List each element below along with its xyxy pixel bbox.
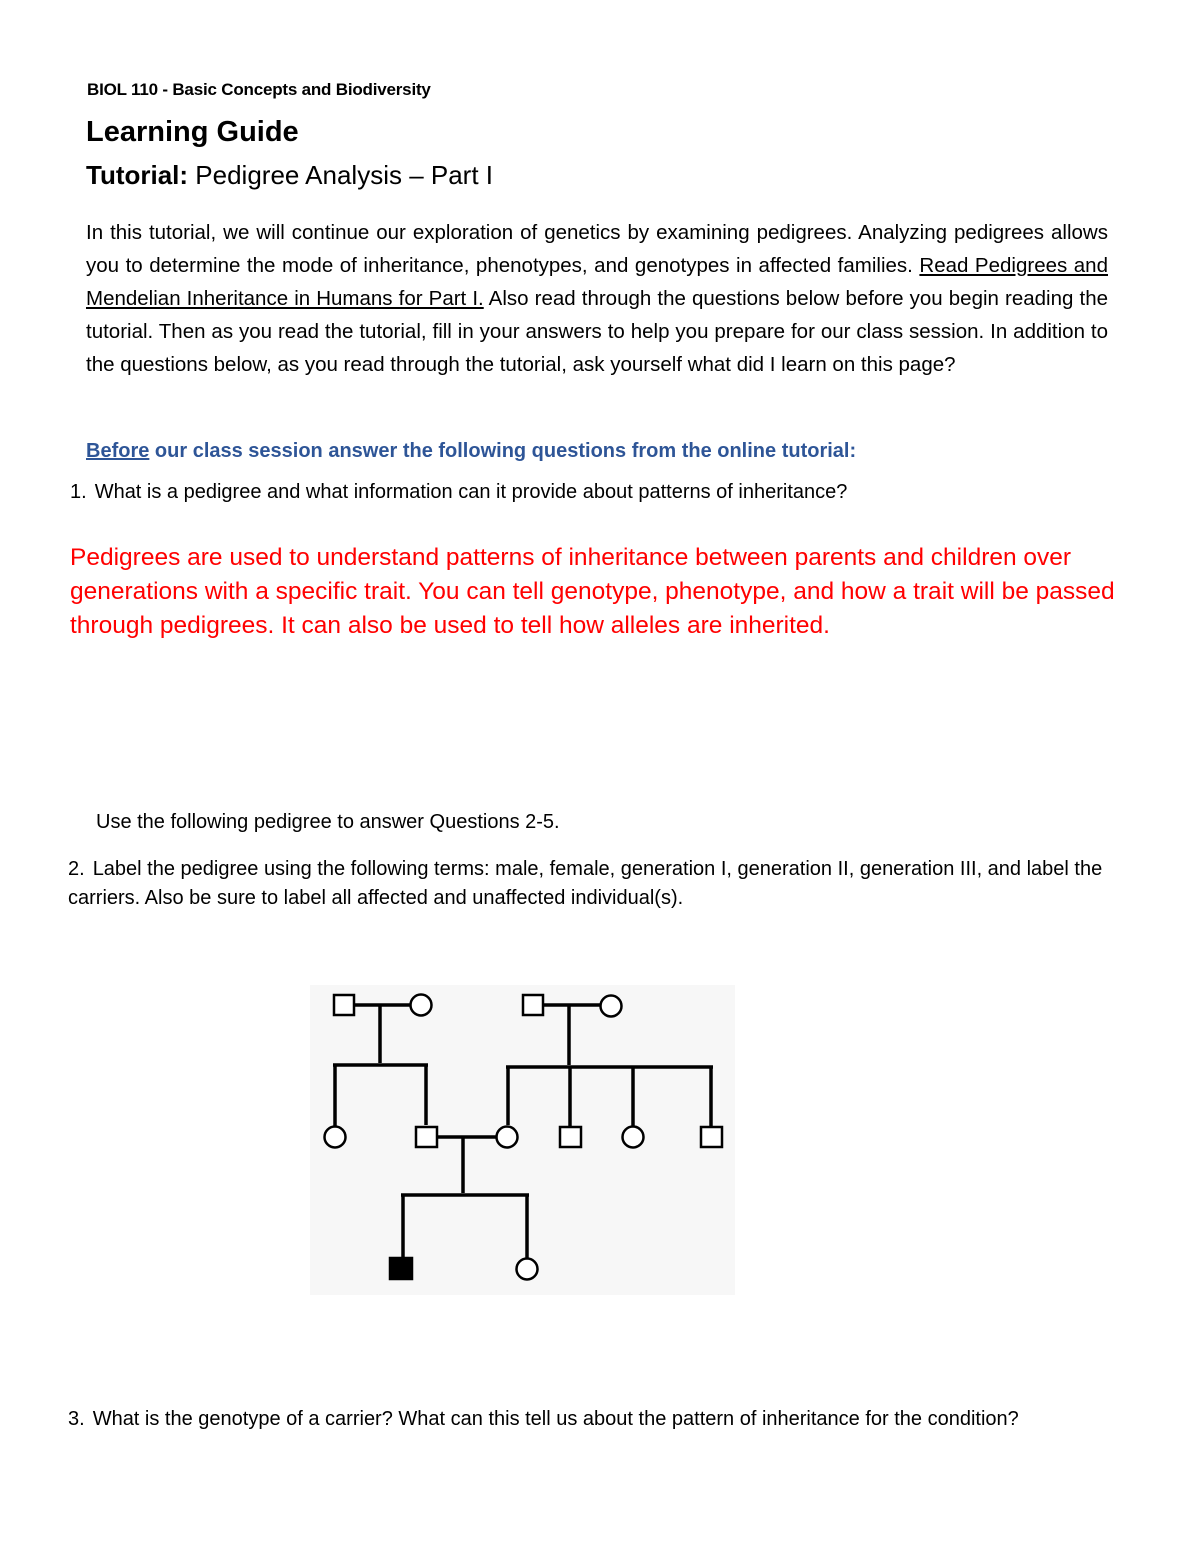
male-symbol: [560, 1127, 581, 1147]
intro-text-2: Also read through the questions below before you begin reading the tutorial. Then as you read the tutorial, fill in your answers to help you prepare for our class session. In addition to the questions below, as you read through the tutorial, ask yourself what did I learn on this page?: [86, 287, 1108, 376]
question-1-text: What is a pedigree and what information can it provide about patterns of inheritance?: [94, 481, 848, 503]
pedigree-instruction: Use the following pedigree to answer Questions 2-5.: [96, 811, 560, 833]
female-symbol: [517, 1259, 538, 1280]
course-header: BIOL 110 - Basic Concepts and Biodiversity: [87, 80, 431, 99]
pedigree-background: [310, 985, 735, 1295]
tutorial-subtitle: [86, 160, 493, 191]
female-symbol: [325, 1127, 346, 1148]
female-symbol: [497, 1127, 518, 1148]
question-3: [68, 1404, 1100, 1434]
affected-male-symbol: [390, 1258, 412, 1279]
subtitle-label: Tutorial:: [86, 160, 189, 190]
question-3-number: 3.: [68, 1408, 85, 1430]
instruction-line: [86, 440, 856, 463]
instruction-emphasis: Before: [86, 440, 150, 462]
reading-assignment: Read Pedigrees and Mendelian Inheritance in Humans for Part I.: [86, 254, 1108, 310]
question-2: [68, 855, 1113, 913]
female-symbol: [411, 995, 432, 1016]
subtitle-text: Pedigree Analysis – Part I: [188, 160, 494, 190]
male-symbol: [334, 995, 354, 1015]
female-symbol: [623, 1127, 644, 1148]
male-symbol: [416, 1127, 437, 1147]
question-1-answer: Pedigrees are used to understand patterns of inheritance between parents and children over generations with a specific trait. You can tell genotype, phenotype, and how a trait will be passed through pedigrees. It can also be used to tell how alleles are inherited.: [70, 544, 1115, 639]
male-symbol: [701, 1127, 722, 1147]
question-1: [70, 481, 847, 504]
question-3-text: What is the genotype of a carrier? What can this tell us about the pattern of inheritance for the condition?: [92, 1408, 1019, 1430]
intro-text-1: In this tutorial, we will continue our exploration of genetics by examining pedigrees. Analyzing pedigrees allows you to determine the mode of inheritance, phenotypes, and genotypes in affected families.: [86, 221, 1108, 277]
question-1-number: 1.: [70, 481, 87, 503]
question-2-text: Label the pedigree using the following terms: male, female, generation I, generation II, generation III, and label the carriers. Also be sure to label all affected and unaffected individual(s).: [68, 858, 1103, 909]
question-2-number: 2.: [68, 858, 85, 880]
male-symbol: [523, 995, 543, 1015]
pedigree-diagram: [310, 985, 735, 1295]
female-symbol: [601, 996, 622, 1017]
intro-paragraph: [86, 216, 1108, 381]
instruction-text: our class session answer the following questions from the online tutorial:: [149, 440, 857, 462]
page-title: Learning Guide: [86, 116, 299, 148]
